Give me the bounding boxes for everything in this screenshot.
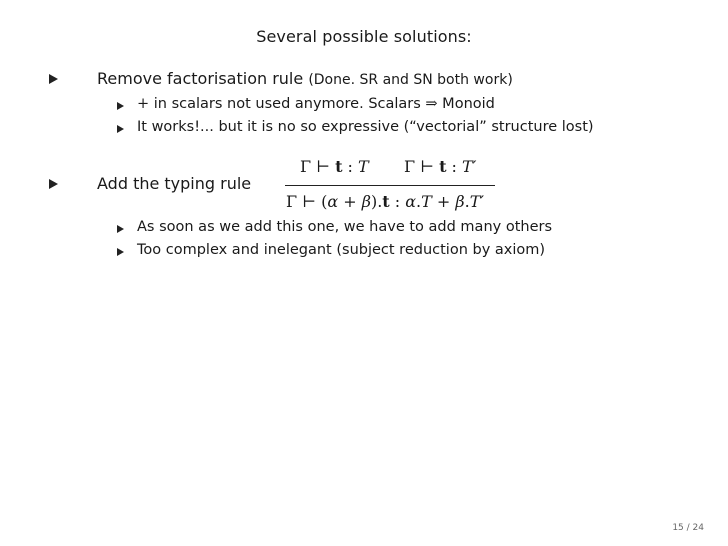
dot: . [416, 192, 422, 211]
subitem-text: Too complex and inelegant (subject reduction by axiom) [137, 242, 546, 258]
subitem-text: As soon as we add this one, we have to add many others [137, 219, 553, 235]
subitem-text-2: Monoid [437, 96, 495, 112]
type-T-prime: T′ [469, 192, 485, 211]
beta-symbol: β [361, 192, 371, 211]
item-text: Remove factorisation rule [97, 69, 304, 88]
sub-bullet-icon [117, 102, 124, 110]
gamma-symbol: Γ [286, 192, 298, 211]
plus-symbol: + [431, 192, 456, 211]
colon: : [342, 157, 359, 176]
page-number: 15 / 24 [672, 523, 704, 533]
sub-bullet-icon [117, 125, 124, 133]
beta-symbol: β [455, 192, 465, 211]
gamma-symbol: Γ [300, 157, 312, 176]
type-T: T [421, 192, 432, 211]
subitem-scalars [137, 96, 495, 112]
sub-bullet-icon [117, 225, 124, 233]
gamma-symbol: Γ [404, 157, 416, 176]
subitem-works [137, 119, 594, 135]
term-t: t [335, 157, 343, 176]
turnstile-symbol: ⊢ [420, 157, 434, 176]
paren: ( [321, 192, 328, 211]
term-t: t [439, 157, 447, 176]
subitem-too-complex [137, 242, 545, 258]
type-T-prime: T′ [462, 157, 477, 176]
bullet-icon [49, 74, 58, 84]
item-remove-factorisation [97, 69, 513, 88]
alpha-symbol: α [327, 192, 339, 211]
rule-premise-1 [300, 157, 369, 176]
paren: ). [370, 192, 383, 211]
turnstile-symbol: ⊢ [302, 192, 316, 211]
sub-bullet-icon [117, 248, 124, 256]
implies-symbol: ⇒ [425, 96, 438, 112]
subitem-add-many [137, 219, 552, 235]
colon: : [389, 192, 406, 211]
item-add-typing-rule [97, 174, 251, 193]
slide-title: Several possible solutions: [256, 27, 472, 46]
subitem-text: in scalars not used anymore. Scalars [149, 96, 426, 112]
type-T: T [358, 157, 369, 176]
item-text: Add the typing rule [97, 174, 252, 193]
rule-conclusion [286, 192, 484, 211]
rule-premise-2 [404, 157, 476, 176]
colon: : [446, 157, 463, 176]
turnstile-symbol: ⊢ [316, 157, 330, 176]
item-note: (Done. SR and SN both work) [308, 72, 513, 88]
inference-line [285, 185, 495, 186]
alpha-symbol: α [405, 192, 417, 211]
plus-symbol: + [338, 192, 362, 211]
term-t: t [382, 192, 390, 211]
dot: . [464, 192, 470, 211]
plus-symbol: + [137, 96, 150, 112]
subitem-text: It works!... but it is no so expressive (“vectorial” structure lost) [137, 119, 594, 135]
bullet-icon [49, 179, 58, 189]
